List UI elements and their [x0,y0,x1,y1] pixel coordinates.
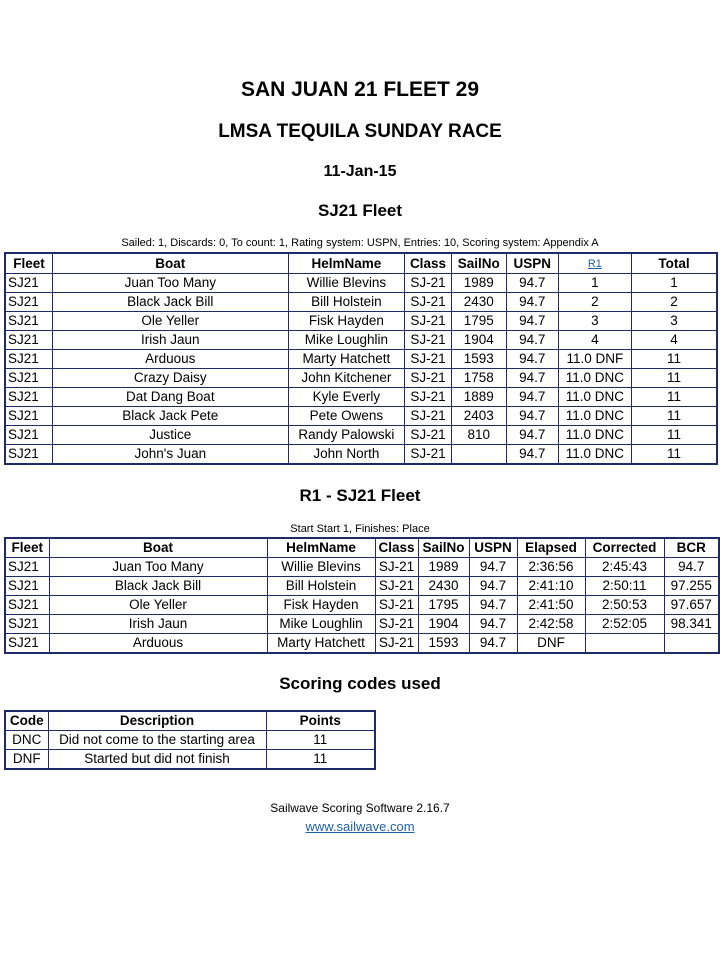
table-cell: 94.7 [469,558,517,577]
table-row [5,369,717,388]
table-cell: SJ-21 [405,388,451,407]
table-header-row [5,711,375,731]
table-cell: Mike Loughlin [267,615,375,634]
column-header: Total [632,253,717,274]
table-cell: Irish Jaun [49,615,267,634]
table-cell: SJ-21 [405,274,451,293]
table-cell: 1 [558,274,631,293]
table-cell: John North [288,445,405,465]
table-cell: Arduous [53,350,289,369]
table-cell: Bill Holstein [267,577,375,596]
column-header: Points [266,711,375,731]
column-header: HelmName [267,538,375,558]
table-cell: Did not come to the starting area [48,731,266,750]
table-cell: 2 [558,293,631,312]
table-cell: SJ-21 [405,312,451,331]
table-cell: SJ21 [5,293,53,312]
table-cell: Ole Yeller [49,596,267,615]
column-header: Corrected [585,538,664,558]
table-cell: 94.7 [506,331,558,350]
table-cell: 97.255 [664,577,719,596]
table-cell: SJ21 [5,274,53,293]
table-cell: SJ21 [5,577,49,596]
table-cell: 1 [632,274,717,293]
table-cell: 11 [632,388,717,407]
table-cell: 11.0 DNC [558,426,631,445]
table-cell: 98.341 [664,615,719,634]
column-header: BCR [664,538,719,558]
table-cell: 1593 [418,634,469,654]
table-row [5,731,375,750]
table-cell: Juan Too Many [53,274,289,293]
event-title: LMSA TEQUILA SUNDAY RACE [218,121,502,142]
table-cell: Randy Palowski [288,426,405,445]
table-cell: Justice [53,426,289,445]
table-cell: SJ21 [5,407,53,426]
column-header: Code [5,711,48,731]
table-cell: SJ-21 [375,596,418,615]
table-cell: 94.7 [506,369,558,388]
table-cell: 11.0 DNC [558,388,631,407]
column-header: SailNo [418,538,469,558]
event-date: 11-Jan-15 [323,163,397,180]
table-cell: Started but did not finish [48,750,266,770]
table-cell: SJ-21 [405,445,451,465]
table-cell: 1904 [451,331,506,350]
table-cell: 3 [558,312,631,331]
table-cell [664,634,719,654]
table-cell: Kyle Everly [288,388,405,407]
table-cell: 94.7 [469,634,517,654]
column-header: Fleet [5,538,49,558]
table-cell: SJ-21 [405,426,451,445]
table-row [5,558,719,577]
table-cell: 94.7 [469,615,517,634]
table-cell: SJ21 [5,634,49,654]
table-row [5,407,717,426]
table-cell: Dat Dang Boat [53,388,289,407]
table-cell: SJ21 [5,445,53,465]
table-cell: 2:41:50 [517,596,585,615]
table-cell: 2:42:58 [517,615,585,634]
series-summary: Sailed: 1, Discards: 0, To count: 1, Rating system: USPN, Entries: 10, Scoring system: Appendix A [121,237,599,249]
column-header: Boat [53,253,289,274]
table-cell: 11 [632,369,717,388]
column-header: SailNo [451,253,506,274]
table-cell: SJ21 [5,388,53,407]
codes-title: Scoring codes used [279,674,441,693]
table-row [5,293,717,312]
table-cell: SJ21 [5,615,49,634]
table-cell: 2:52:05 [585,615,664,634]
column-header: Fleet [5,253,53,274]
scoring-codes-table [4,710,376,770]
table-cell: SJ-21 [405,407,451,426]
table-row [5,274,717,293]
table-cell: 11 [632,350,717,369]
table-cell: 11.0 DNC [558,407,631,426]
table-cell: 2:45:43 [585,558,664,577]
table-cell: 1593 [451,350,506,369]
table-cell: 1904 [418,615,469,634]
table-cell: DNF [517,634,585,654]
table-cell: SJ21 [5,350,53,369]
table-cell: 94.7 [506,407,558,426]
table-cell: Mike Loughlin [288,331,405,350]
table-cell: SJ21 [5,369,53,388]
table-cell: 1889 [451,388,506,407]
table-row [5,634,719,654]
table-cell: 11 [632,445,717,465]
table-cell [585,634,664,654]
table-cell: Juan Too Many [49,558,267,577]
column-header: Elapsed [517,538,585,558]
table-cell: SJ-21 [405,293,451,312]
page-title: SAN JUAN 21 FLEET 29 [240,78,480,101]
table-cell: 11 [632,426,717,445]
series-title: SJ21 Fleet [317,201,403,220]
table-row [5,577,719,596]
table-cell: Willie Blevins [288,274,405,293]
table-cell: 94.7 [664,558,719,577]
table-cell: Ole Yeller [53,312,289,331]
software-credit: Sailwave Scoring Software 2.16.7 [270,801,450,815]
column-header: Class [405,253,451,274]
table-cell: SJ-21 [375,615,418,634]
table-cell: Marty Hatchett [267,634,375,654]
table-cell: 94.7 [506,293,558,312]
table-cell: 810 [451,426,506,445]
table-cell: Fisk Hayden [288,312,405,331]
table-cell: 2403 [451,407,506,426]
table-cell [451,445,506,465]
table-cell: SJ-21 [375,634,418,654]
table-cell: Black Jack Bill [53,293,289,312]
table-row [5,615,719,634]
race-title: R1 - SJ21 Fleet [299,486,421,505]
table-cell: Arduous [49,634,267,654]
table-row [5,388,717,407]
table-cell: 11.0 DNC [558,445,631,465]
table-cell: Pete Owens [288,407,405,426]
table-cell: 2 [632,293,717,312]
table-cell: 94.7 [469,596,517,615]
table-row [5,426,717,445]
table-cell: SJ-21 [405,369,451,388]
r1-link[interactable]: R1 [587,258,602,270]
table-row [5,445,717,465]
race-results-table [4,537,720,654]
table-cell: 94.7 [506,388,558,407]
table-cell: 94.7 [506,312,558,331]
table-cell: 94.7 [506,445,558,465]
table-cell: Irish Jaun [53,331,289,350]
table-cell: DNC [5,731,48,750]
table-row [5,331,717,350]
table-cell: 2430 [418,577,469,596]
table-cell: 4 [558,331,631,350]
column-header: USPN [469,538,517,558]
table-cell: Crazy Daisy [53,369,289,388]
table-cell: SJ21 [5,558,49,577]
table-row [5,312,717,331]
table-cell: DNF [5,750,48,770]
table-cell: 1795 [418,596,469,615]
table-cell: 94.7 [506,426,558,445]
table-cell: 2:50:53 [585,596,664,615]
table-cell: 2430 [451,293,506,312]
table-cell: John Kitchener [288,369,405,388]
table-cell: Marty Hatchett [288,350,405,369]
table-cell: 1795 [451,312,506,331]
table-cell: Fisk Hayden [267,596,375,615]
table-cell: SJ-21 [405,331,451,350]
table-cell: 4 [632,331,717,350]
column-header: Description [48,711,266,731]
series-results-table [4,252,718,465]
table-header-row [5,538,719,558]
table-header-row [5,253,717,274]
table-row [5,350,717,369]
table-cell: SJ-21 [375,558,418,577]
table-cell: 11.0 DNC [558,369,631,388]
table-cell: 94.7 [506,274,558,293]
column-header: USPN [506,253,558,274]
column-header: Class [375,538,418,558]
table-cell: 2:50:11 [585,577,664,596]
table-cell: SJ-21 [405,350,451,369]
table-cell: 2:41:10 [517,577,585,596]
table-cell: 97.657 [664,596,719,615]
table-cell: 2:36:56 [517,558,585,577]
table-cell: Willie Blevins [267,558,375,577]
table-cell: 11 [266,750,375,770]
table-cell: 94.7 [469,577,517,596]
table-cell: 11 [632,407,717,426]
table-cell: 3 [632,312,717,331]
table-cell: John's Juan [53,445,289,465]
table-cell: 11.0 DNF [558,350,631,369]
table-cell: 1989 [451,274,506,293]
table-cell: 1989 [418,558,469,577]
table-row [5,750,375,770]
table-cell: Bill Holstein [288,293,405,312]
r1-race-link-header[interactable] [558,253,631,274]
column-header: Boat [49,538,267,558]
table-cell: SJ21 [5,331,53,350]
table-cell: SJ21 [5,426,53,445]
table-cell: 94.7 [506,350,558,369]
table-cell: SJ21 [5,596,49,615]
table-cell: 11 [266,731,375,750]
table-cell: SJ-21 [375,577,418,596]
table-cell: Black Jack Pete [53,407,289,426]
table-cell: Black Jack Bill [49,577,267,596]
sailwave-link[interactable]: www.sailwave.com [305,819,415,834]
race-summary: Start Start 1, Finishes: Place [290,523,430,535]
column-header: HelmName [288,253,405,274]
table-cell: 1758 [451,369,506,388]
table-cell: SJ21 [5,312,53,331]
table-row [5,596,719,615]
